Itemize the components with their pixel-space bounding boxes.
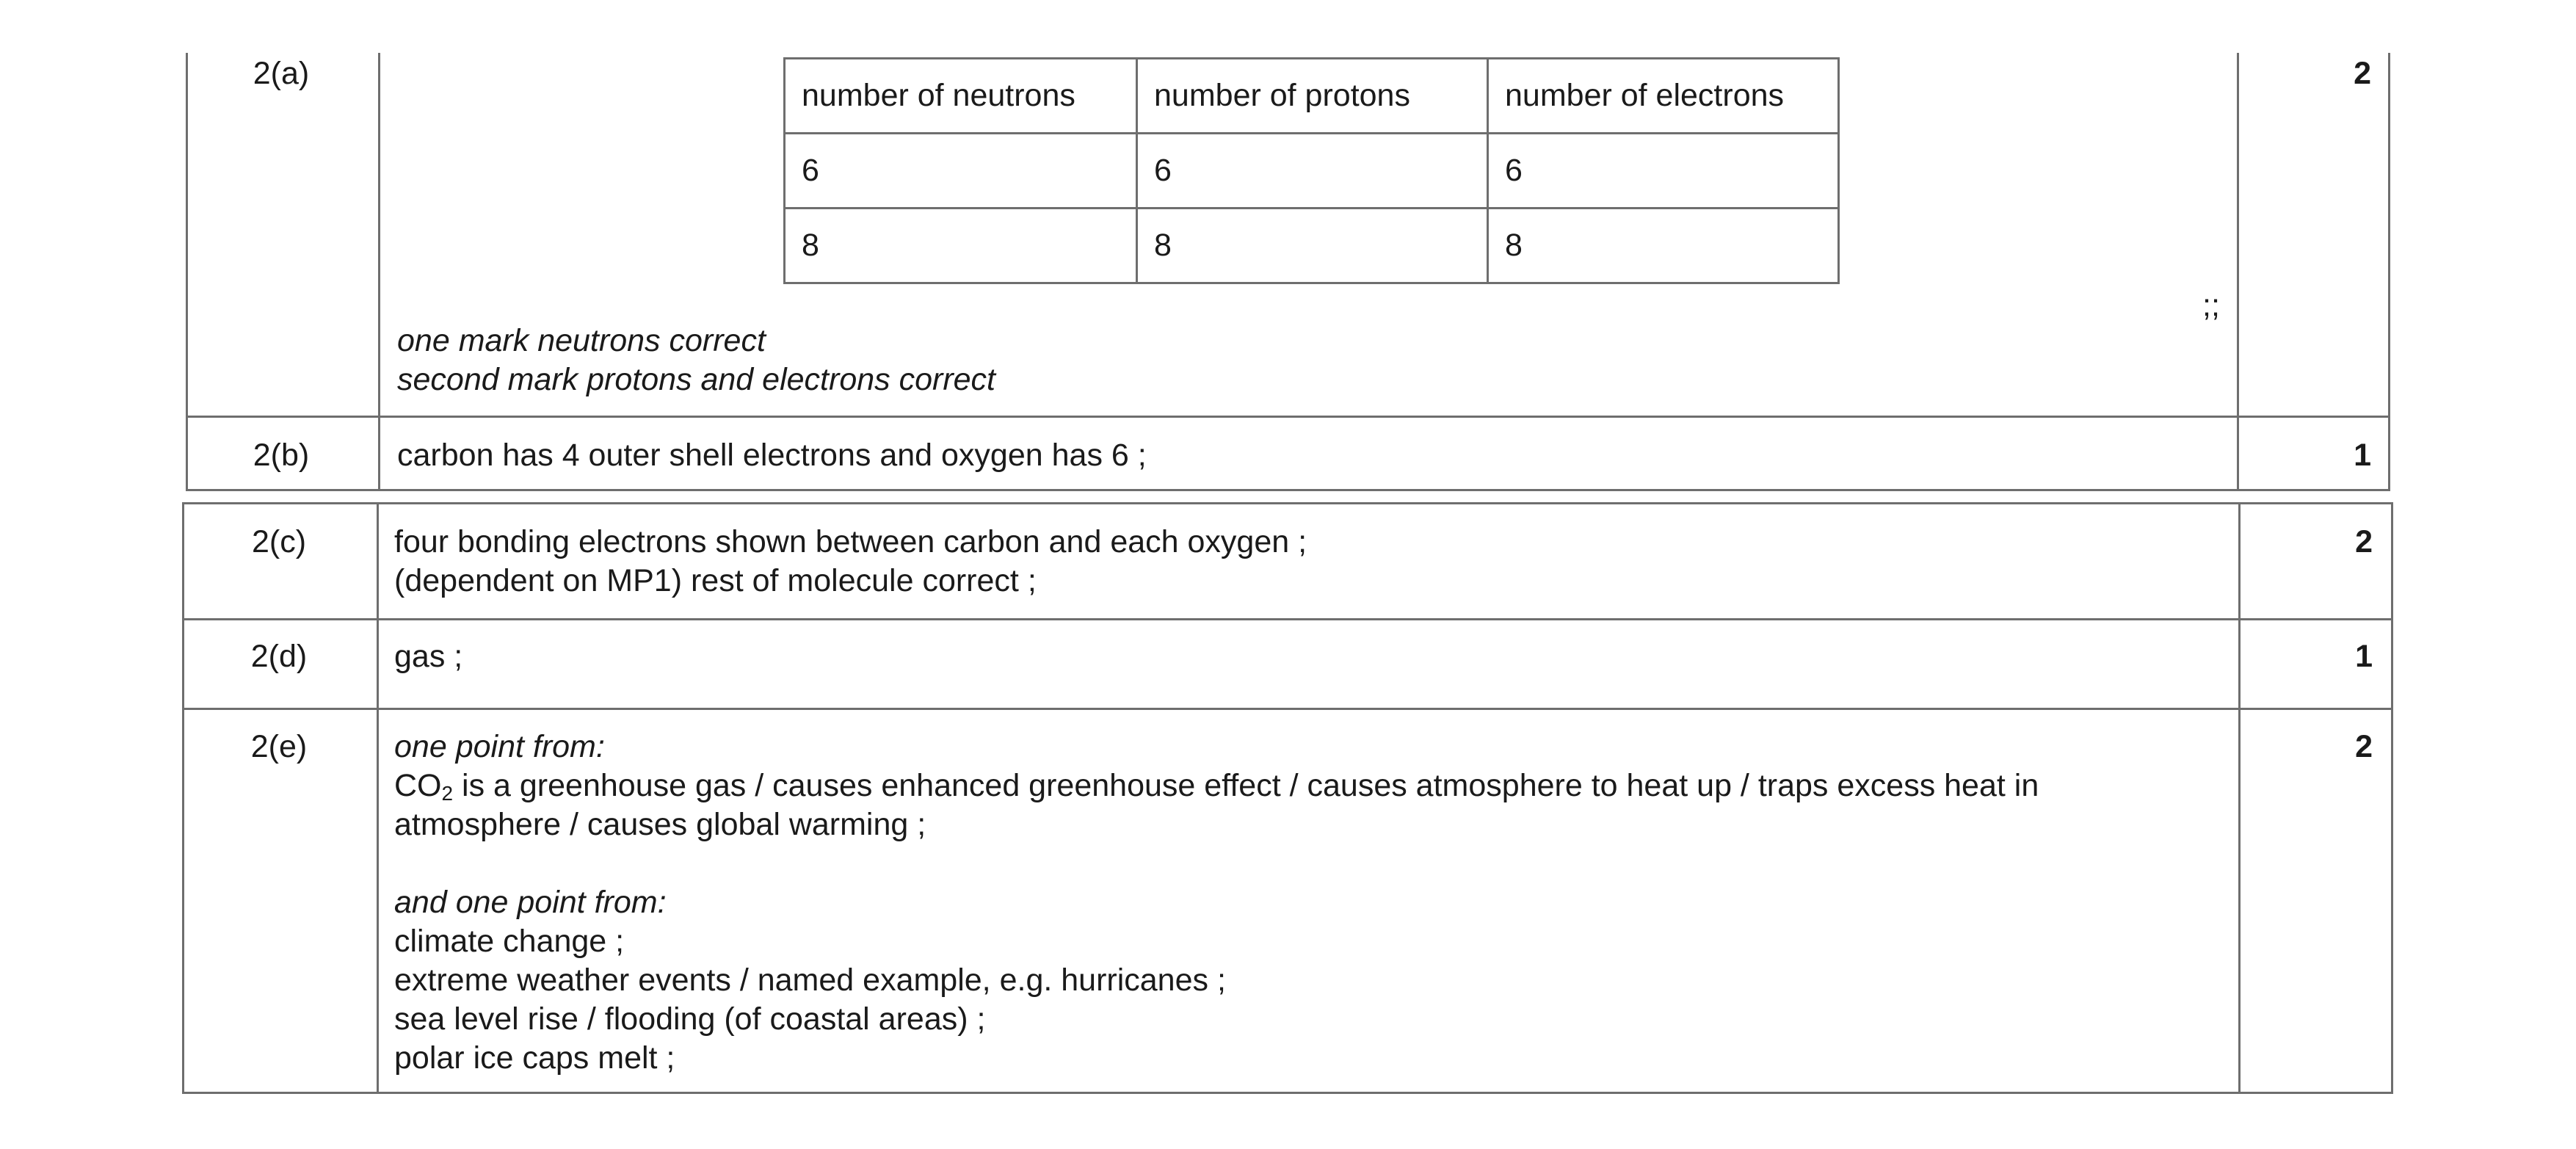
marks-value: 1 (2355, 639, 2373, 674)
marks-value: 1 (2354, 438, 2371, 473)
table-cell: 6 (785, 134, 1137, 209)
co2-subscript: 2 (441, 782, 454, 805)
header-neutrons: number of neutrons (785, 59, 1137, 134)
table-cell: 8 (1488, 209, 1839, 283)
table-cell: 6 (1488, 134, 1839, 209)
co2-formula-prefix: CO (394, 768, 442, 803)
answer-point: extreme weather events / named example, e.g. hurricanes ; (394, 963, 1226, 998)
marking-note: one mark neutrons correct (397, 323, 766, 358)
answer-line (394, 766, 2039, 805)
answer-line: carbon has 4 outer shell electrons and oxygen has 6 ; (397, 438, 1147, 473)
question-number: 2(d) (250, 639, 308, 674)
answer-line: atmosphere / causes global warming ; (394, 807, 926, 842)
question-number: 2(e) (250, 729, 308, 764)
table-header-row (785, 59, 1839, 134)
marks-value: 2 (2355, 524, 2373, 559)
answer-point: climate change ; (394, 924, 625, 959)
answer-line: (dependent on MP1) rest of molecule correct ; (394, 563, 1037, 598)
header-protons: number of protons (1137, 59, 1488, 134)
question-number: 2(c) (251, 524, 307, 559)
marks-value: 2 (2354, 56, 2371, 91)
point-intro: and one point from: (394, 885, 667, 920)
question-number: 2(a) (253, 56, 310, 91)
table-cell: 6 (1137, 134, 1488, 209)
table-row (785, 134, 1839, 209)
table-row (785, 209, 1839, 283)
marking-note: second mark protons and electrons correct (397, 362, 996, 397)
answer-line: four bonding electrons shown between carbon and each oxygen ; (394, 524, 1307, 559)
answer-point: sea level rise / flooding (of coastal areas) ; (394, 1001, 986, 1037)
particle-count-table (783, 57, 1840, 284)
marks-value: 2 (2355, 729, 2373, 764)
answer-point: polar ice caps melt ; (394, 1040, 675, 1076)
table-cell: 8 (785, 209, 1137, 283)
header-electrons: number of electrons (1488, 59, 1839, 134)
marker-symbol: ;; (2202, 288, 2220, 323)
question-number: 2(b) (253, 438, 310, 473)
co2-statement: is a greenhouse gas / causes enhanced greenhouse effect / causes atmosphere to heat up / traps excess heat in (453, 768, 2039, 803)
table-cell: 8 (1137, 209, 1488, 283)
point-intro: one point from: (394, 729, 605, 764)
answer-line: gas ; (394, 639, 463, 674)
